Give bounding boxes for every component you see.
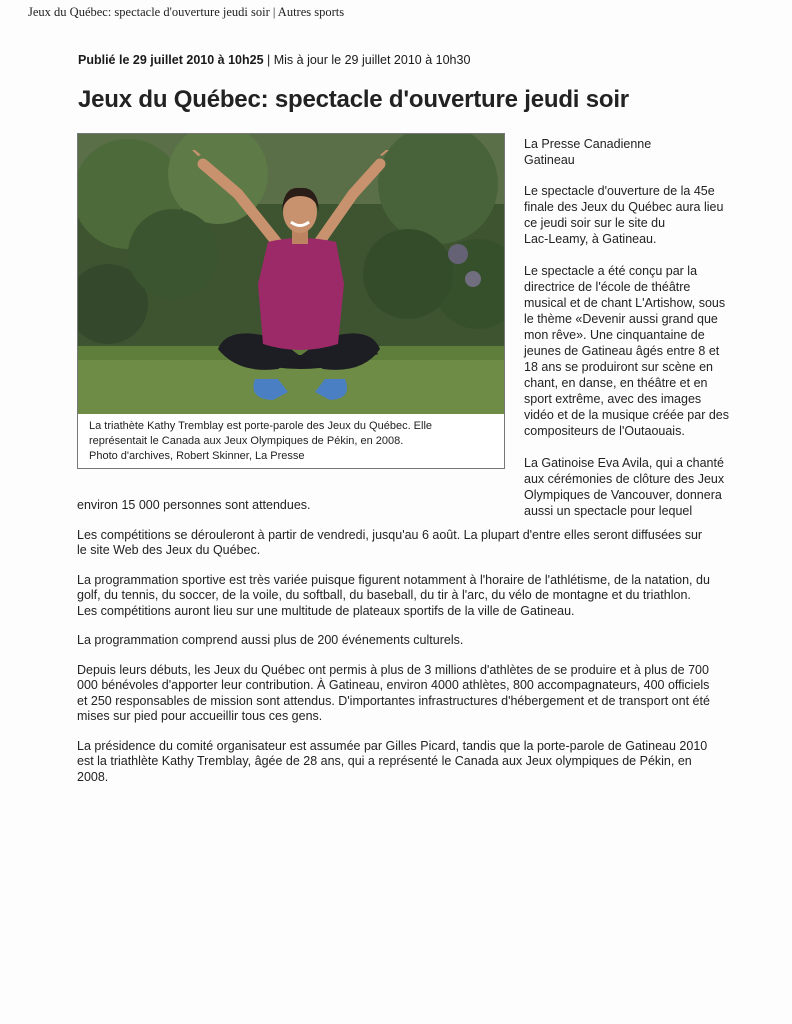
text-line: La programmation comprend aussi plus de 200 événements culturels. (77, 633, 464, 647)
article-paragraph (524, 263, 769, 439)
byline (524, 136, 769, 168)
text-line: golf, du tennis, du soccer, de la voile, du softball, du baseball, du tir à l'arc, du vélo de montagne et du triathlon. (77, 588, 691, 602)
text-line: Les compétitions auront lieu sur une multitude de plateaux sportifs de la ville de Gatineau. (77, 603, 575, 618)
text-line: Lac-Leamy, à Gatineau. (524, 232, 657, 246)
article-body (77, 498, 747, 799)
caption-credit: Photo d'archives, Robert Skinner, La Presse (89, 450, 305, 462)
text-line: La programmation sportive est très variée puisque figurent notamment à l'horaire de l'athlétisme, de la natation, du (77, 572, 710, 587)
text-line: musical et de chant L'Artishow, sous (524, 296, 726, 310)
byline-agency: La Presse Canadienne (524, 137, 652, 151)
article-paragraph (77, 573, 747, 620)
publication-date (78, 53, 470, 67)
text-line: est la triathlète Kathy Tremblay, âgée de 28 ans, qui a représenté le Canada aux Jeux olympiques de Pékin, en (77, 754, 692, 768)
text-line: mon rêve». Une cinquantaine de (524, 328, 705, 342)
text-line: La présidence du comité organisateur est assumée par Gilles Picard, tandis que la porte-parole de Gatineau 2010 (77, 738, 708, 753)
text-line: vidéo et de la musique créée par des (524, 408, 729, 422)
text-line: Depuis leurs débuts, les Jeux du Québec ont permis à plus de 3 millions d'athlètes de se produire et à plus de 700 (77, 662, 709, 677)
text-line: finale des Jeux du Québec aura lieu (524, 200, 724, 214)
text-line: environ 15 000 personnes sont attendues. (77, 498, 311, 512)
text-line: sport extrême, avec des images (524, 392, 702, 406)
article-paragraph (524, 183, 769, 247)
photo-caption (89, 419, 499, 464)
byline-location: Gatineau (524, 153, 575, 167)
text-line: La Gatinoise Eva Avila, qui a chanté (524, 456, 724, 470)
updated-date: Mis à jour le 29 juillet 2010 à 10h30 (273, 53, 471, 67)
text-line: Le spectacle d'ouverture de la 45e (524, 184, 715, 198)
text-line: aussi un spectacle pour lequel (524, 504, 693, 518)
article-sidebar-column (524, 136, 769, 535)
text-line: le thème «Devenir aussi grand que (524, 312, 718, 326)
date-separator: | (263, 53, 274, 67)
text-line: directrice de l'école de théâtre (524, 280, 691, 294)
text-line: le site Web des Jeux du Québec. (77, 543, 261, 557)
caption-line: La triathète Kathy Tremblay est porte-parole des Jeux du Québec. Elle (89, 420, 433, 432)
text-line: Les compétitions se dérouleront à partir de vendredi, jusqu'au 6 août. La plupart d'entre elles seront diffusées sur (77, 527, 703, 542)
article-paragraph (77, 663, 747, 725)
article-photo (78, 134, 504, 414)
article-paragraph (77, 739, 747, 786)
text-line: aux cérémonies de clôture des Jeux (524, 472, 725, 486)
caption-line: représentait le Canada aux Jeux Olympiques de Pékin, en 2008. (89, 435, 404, 447)
headline: Jeux du Québec: spectacle d'ouverture jeudi soir (78, 86, 629, 113)
text-line: 000 bénévoles d'apporter leur contribution. À Gatineau, environ 4000 athlètes, 800 accompagnateurs, 400 officiels (77, 678, 710, 692)
article-paragraph (77, 498, 747, 514)
text-line: compositeurs de l'Outaouais. (524, 424, 685, 438)
text-line: jeunes de Gatineau âgés entre 8 et (524, 344, 720, 358)
photo-figure (77, 133, 505, 469)
text-line: Le spectacle a été conçu par la (524, 264, 698, 278)
text-line: 18 ans se produiront sur scène en (524, 360, 714, 374)
text-line: ce jeudi soir sur le site du (524, 216, 666, 230)
published-date: Publié le 29 juillet 2010 à 10h25 (78, 53, 264, 67)
page-header: Jeux du Québec: spectacle d'ouverture jeudi soir | Autres sports (28, 5, 345, 19)
text-line: mises sur pied pour accueillir tous ces gens. (77, 709, 323, 723)
text-line: et 250 responsables de mission sont attendus. D'importantes infrastructures d'hébergement et de transport ont été (77, 693, 710, 708)
text-line: Olympiques de Vancouver, donnera (524, 488, 722, 502)
article-paragraph (77, 633, 747, 649)
text-line: 2008. (77, 769, 109, 784)
article-paragraph (77, 528, 747, 559)
text-line: chant, en danse, en théâtre et en (524, 376, 708, 390)
